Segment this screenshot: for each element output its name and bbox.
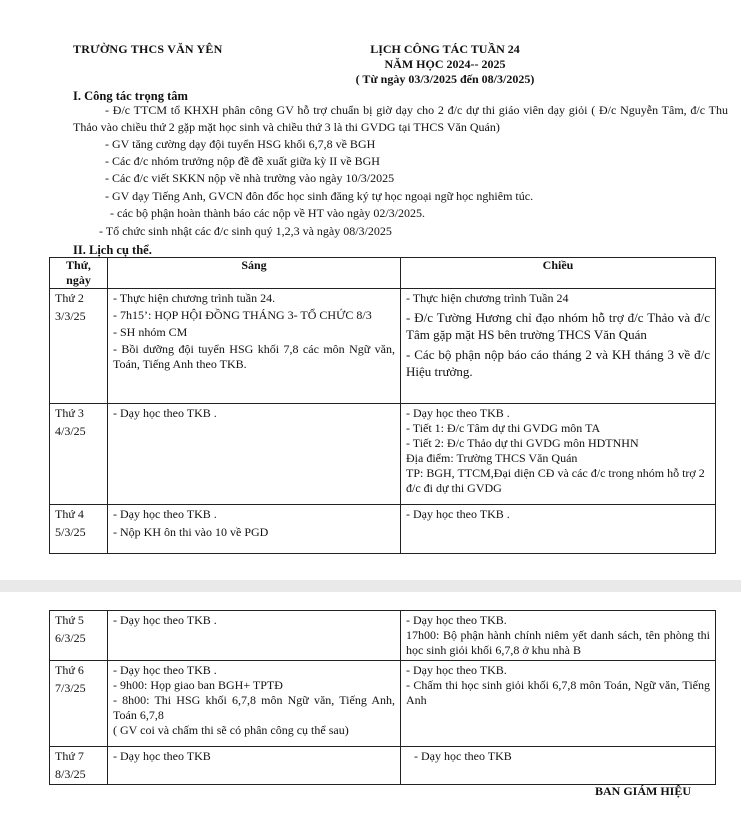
- schedule-entry: ( GV coi và chấm thi sẽ có phân công cụ thể sau): [113, 723, 349, 737]
- date: 8/3/25: [55, 767, 86, 781]
- schedule-table-part-2: [49, 610, 716, 785]
- signature-label: BAN GIÁM HIỆU: [595, 784, 692, 798]
- day-cell: [50, 505, 108, 554]
- section-1-title: I. Công tác trọng tâm: [73, 89, 188, 103]
- schedule-entry: TP: BGH, TTCM,Đại diện CĐ và các đ/c trong nhóm hỗ trợ 2 đ/c đi dự thi GVDG: [406, 466, 705, 495]
- schedule-entry: - Nộp KH ôn thi vào 10 về PGD: [113, 525, 269, 539]
- schedule-entry: - Chấm thi học sinh giỏi khối 6,7,8 môn Toán, Ngữ văn, Tiếng Anh: [406, 678, 710, 707]
- date: 5/3/25: [55, 525, 86, 539]
- weekday: Thứ 3: [55, 406, 84, 420]
- table-row: [50, 611, 716, 661]
- weekday: Thứ 2: [55, 291, 84, 305]
- section-1-paragraph: - Đ/c TTCM tổ KHXH phân công GV hỗ trợ chuẩn bị giờ dạy cho 2 đ/c dự thi giáo viên dạy giỏi ( Đ/c Nguyễn Tâm, đ/c Thu Thảo vào chiều thứ 2 gặp mặt học sinh và chiều thứ 3 là thi GVDG tại THCS Văn Quán): [73, 103, 728, 134]
- focus-item: - các bộ phận hoàn thành báo các nộp về HT vào ngày 02/3/2025.: [110, 206, 426, 220]
- weekday: Thứ 7: [55, 749, 84, 763]
- schedule-entry: - Dạy học theo TKB.: [406, 663, 507, 677]
- document-header: [330, 42, 560, 87]
- focus-item: - GV dạy Tiếng Anh, GVCN đôn đốc học sinh đăng ký tự học ngoại ngữ học nghiêm túc.: [105, 189, 534, 203]
- afternoon-cell: [401, 404, 716, 505]
- morning-cell: [108, 404, 401, 505]
- school-year: NĂM HỌC 2024-- 2025: [384, 57, 506, 71]
- schedule-entry: - Dạy học theo TKB .: [406, 406, 510, 420]
- schedule-entry: - Dạy học theo TKB .: [113, 613, 217, 627]
- morning-cell: [108, 289, 401, 404]
- day-cell: [50, 404, 108, 505]
- table-row: [50, 505, 716, 554]
- column-header-morning: Sáng: [108, 258, 401, 289]
- table-row: [50, 289, 716, 404]
- schedule-entry: - Bồi dưỡng đội tuyển HSG khối 7,8 các môn Ngữ văn, Toán, Tiếng Anh theo TKB.: [113, 342, 395, 371]
- weekday: Thứ 5: [55, 613, 84, 627]
- column-header-day: Thứ, ngày: [50, 258, 108, 289]
- schedule-entry: - Các bộ phận nộp báo cáo tháng 2 và KH tháng 3 về đ/c Hiệu trưởng.: [406, 347, 710, 379]
- afternoon-cell: [401, 661, 716, 747]
- schedule-entry: - Dạy học theo TKB .: [113, 507, 217, 521]
- schedule-entry: - Dạy học theo TKB .: [113, 663, 217, 677]
- schedule-entry: - Dạy học theo TKB .: [113, 406, 217, 420]
- afternoon-cell: [401, 505, 716, 554]
- table-row: [50, 404, 716, 505]
- morning-cell: [108, 747, 401, 785]
- focus-item: - Tổ chức sinh nhật các đ/c sinh quý 1,2,3 và ngày 08/3/2025: [99, 224, 392, 238]
- date-range: ( Từ ngày 03/3/2025 đến 08/3/2025): [355, 72, 535, 86]
- focus-item: - Các đ/c viết SKKN nộp về nhà trường vào ngày 10/3/2025: [105, 171, 395, 185]
- section-2-title: II. Lịch cụ thể.: [73, 243, 152, 257]
- table-row: [50, 661, 716, 747]
- schedule-entry: - Dạy học theo TKB: [113, 749, 211, 763]
- schedule-entry: - Dạy học theo TKB.: [406, 613, 507, 627]
- date: 3/3/25: [55, 309, 86, 323]
- school-name: TRƯỜNG THCS VĂN YÊN: [73, 42, 223, 56]
- day-cell: [50, 661, 108, 747]
- column-header-afternoon: Chiều: [401, 258, 716, 289]
- focus-item: - Các đ/c nhóm trưởng nộp đề đề xuất giữa kỳ II về BGH: [105, 154, 380, 168]
- date: 4/3/25: [55, 424, 86, 438]
- schedule-entry: - Dạy học theo TKB .: [406, 507, 510, 521]
- schedule-entry: - Đ/c Tường Hương chỉ đạo nhóm hỗ trợ đ/c Thảo và đ/c Tâm gặp mặt HS bên trường THCS Văn Quán: [406, 310, 710, 342]
- weekday: Thứ 4: [55, 507, 84, 521]
- schedule-entry: 17h00: Bộ phận hành chính niêm yết danh sách, tên phòng thi học sinh giỏi khối 6,7,8 ở khu nhà B: [406, 628, 710, 657]
- date: 6/3/25: [55, 631, 86, 645]
- afternoon-cell: [401, 289, 716, 404]
- schedule-entry: - SH nhóm CM: [113, 325, 188, 339]
- morning-cell: [108, 611, 401, 661]
- afternoon-cell: [401, 747, 716, 785]
- afternoon-cell: [401, 611, 716, 661]
- schedule-entry: - Tiết 2: Đ/c Thảo dự thi GVDG môn HDTNHN: [406, 436, 639, 450]
- schedule-entry: - 9h00: Họp giao ban BGH+ TPTĐ: [113, 678, 283, 692]
- schedule-entry: Địa điểm: Trường THCS Văn Quán: [406, 451, 578, 465]
- day-cell: [50, 289, 108, 404]
- schedule-table-part-1: [49, 257, 716, 554]
- day-cell: [50, 747, 108, 785]
- schedule-entry: - 8h00: Thi HSG khối 6,7,8 môn Ngữ văn, Tiếng Anh, Toán 6,7,8: [113, 693, 395, 722]
- schedule-entry: - Thực hiện chương trình Tuần 24: [406, 291, 569, 305]
- day-cell: [50, 611, 108, 661]
- focus-item: - GV tăng cường dạy đội tuyển HSG khối 6,7,8 về BGH: [105, 137, 376, 151]
- date: 7/3/25: [55, 681, 86, 695]
- schedule-entry: - Thực hiện chương trình tuần 24.: [113, 291, 276, 305]
- morning-cell: [108, 505, 401, 554]
- table-row: [50, 747, 716, 785]
- document-title: LỊCH CÔNG TÁC TUẦN 24: [370, 42, 520, 56]
- weekday: Thứ 6: [55, 663, 84, 677]
- schedule-entry: - Tiết 1: Đ/c Tâm dự thi GVDG môn TA: [406, 421, 601, 435]
- schedule-entry: - 7h15’: HỌP HỘI ĐỒNG THÁNG 3- TỔ CHỨC 8/3: [113, 308, 372, 322]
- table-header-row: [50, 258, 716, 289]
- schedule-entry: - Dạy học theo TKB: [414, 749, 512, 763]
- morning-cell: [108, 661, 401, 747]
